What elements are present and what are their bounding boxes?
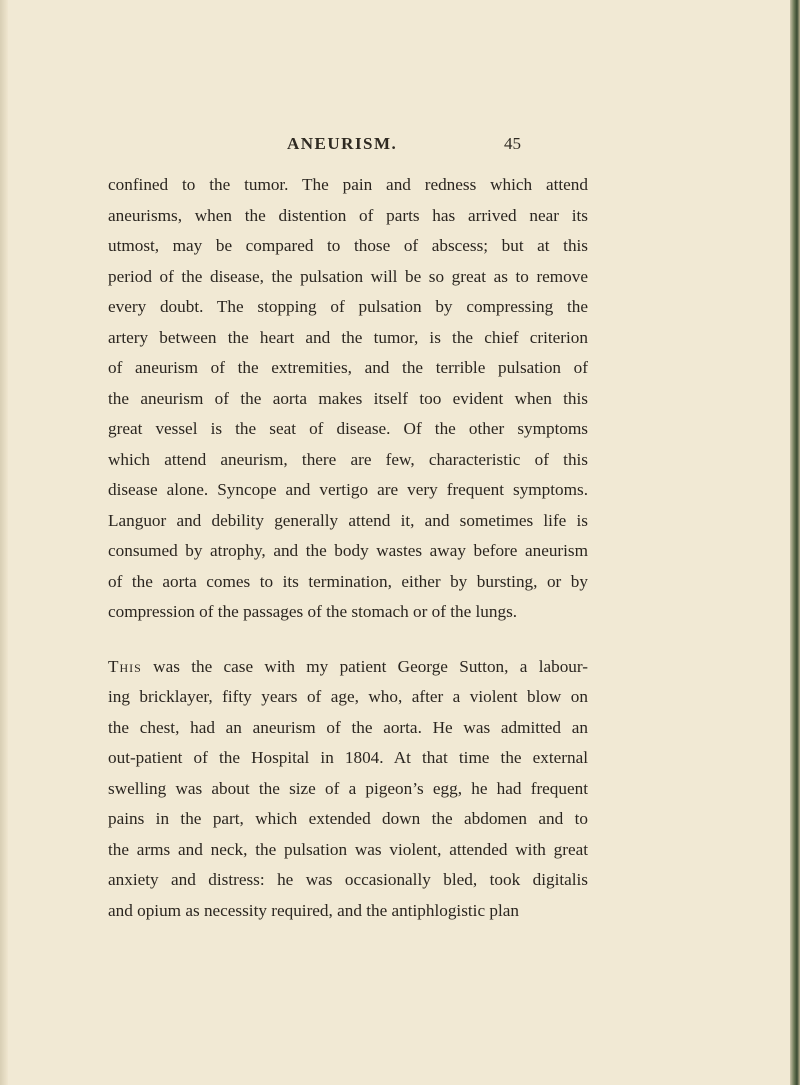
text-line: disease alone. Syncope and vertigo are very frequent symptoms. (108, 480, 588, 499)
text-line: of the aorta comes to its termination, either by bursting, or by (108, 571, 588, 591)
text-line: every doubt. The stopping of pulsation by compressing the (108, 297, 588, 316)
paragraph-spacer (108, 628, 588, 652)
text-line: out-patient of the Hospital in 1804. At that time the external (108, 748, 588, 767)
paragraph-lead-word: This (108, 656, 142, 676)
text-line: consumed by atrophy, and the body wastes away before aneurism (108, 541, 588, 560)
text-line: Languor and debility generally attend it, and sometimes life is (108, 510, 588, 530)
text-line: of aneurism of the extremities, and the terrible pulsation of (108, 358, 588, 377)
text-line: confined to the tumor. The pain and redness which attend (108, 175, 588, 194)
text-line: the arms and neck, the pulsation was violent, attended with great (108, 839, 588, 859)
page-gutter (0, 0, 8, 1085)
text-line: and opium as necessity required, and the antiphlogistic plan (108, 900, 519, 920)
text-line: artery between the heart and the tumor, is the chief criterion (108, 327, 588, 347)
paragraph-2 (108, 652, 588, 927)
text-line: compression of the passages of the stomach or of the lungs. (108, 602, 518, 621)
paragraph-1 (108, 170, 588, 628)
text-line: aneurisms, when the distention of parts has arrived near its (108, 205, 588, 225)
body-text (108, 170, 588, 926)
text-line: great vessel is the seat of disease. Of the other symptoms (108, 419, 588, 438)
text-line: anxiety and distress: he was occasionally bled, took digitalis (108, 870, 588, 889)
text-line: period of the disease, the pulsation will be so great as to remove (108, 266, 588, 286)
running-head (0, 134, 790, 158)
text-line: utmost, may be compared to those of abscess; but at this (108, 236, 588, 255)
text-line: which attend aneurism, there are few, characteristic of this (108, 449, 588, 469)
page-edge (790, 0, 800, 1085)
text-line: the aneurism of the aorta makes itself too evident when this (108, 388, 588, 408)
text-line: the chest, had an aneurism of the aorta. He was admitted an (108, 717, 588, 737)
text-line-rest: was the case with my patient George Sutton, a labour- (141, 656, 588, 676)
page-number: 45 (504, 134, 521, 153)
text-line: swelling was about the size of a pigeon’s egg, he had frequent (108, 778, 588, 798)
text-line-first (108, 652, 588, 683)
text-line: ing bricklayer, fifty years of age, who, after a violent blow on (108, 687, 588, 706)
text-line: pains in the part, which extended down the abdomen and to (108, 809, 588, 828)
running-head-title: ANEURISM. (287, 134, 398, 153)
